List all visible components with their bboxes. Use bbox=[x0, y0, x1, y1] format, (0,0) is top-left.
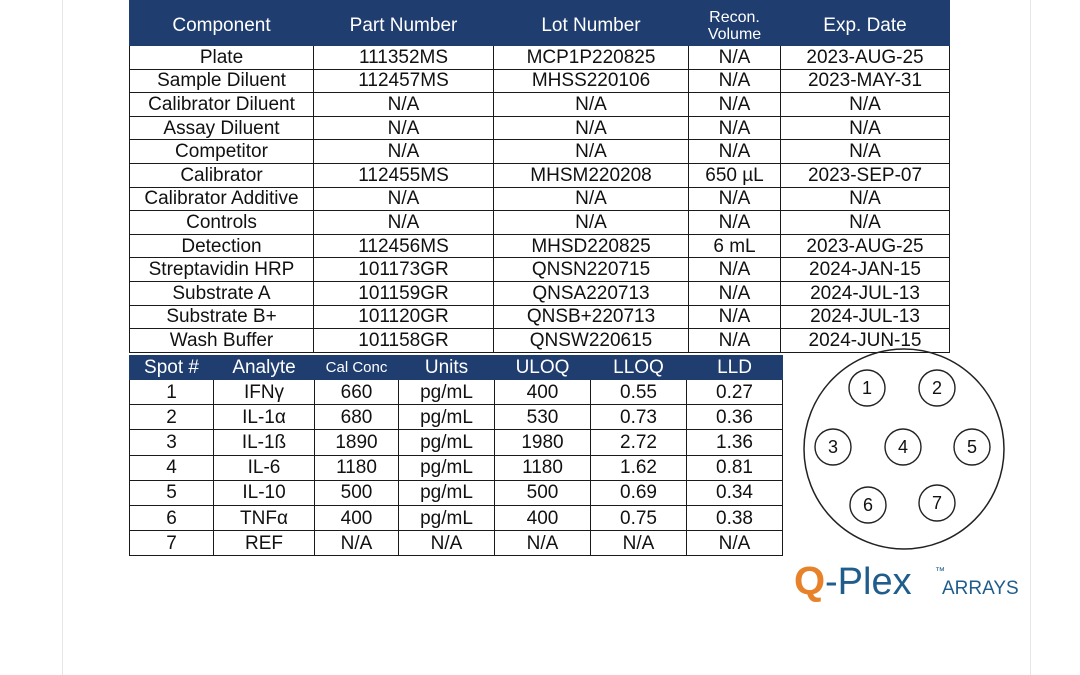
cell-uloq: 1980 bbox=[495, 430, 591, 455]
cell-part-number: N/A bbox=[314, 116, 494, 140]
table-row bbox=[130, 380, 783, 405]
spot-6 bbox=[850, 487, 886, 523]
table-row bbox=[130, 455, 783, 480]
table-row bbox=[130, 258, 950, 282]
page-edge-right bbox=[1030, 0, 1031, 675]
cell-recon-volume: N/A bbox=[689, 140, 781, 164]
cell-lld: 1.36 bbox=[687, 430, 783, 455]
cell-recon-volume: 650 µL bbox=[689, 163, 781, 187]
cell-cal-conc: 1890 bbox=[315, 430, 399, 455]
table-row bbox=[130, 69, 950, 93]
cell-part-number: 101173GR bbox=[314, 258, 494, 282]
cell-part-number: 101158GR bbox=[314, 329, 494, 353]
cell-units: pg/mL bbox=[399, 430, 495, 455]
cell-recon-volume: N/A bbox=[689, 258, 781, 282]
cell-recon-volume: N/A bbox=[689, 93, 781, 117]
cell-lot-number: MHSD220825 bbox=[494, 234, 689, 258]
cell-part-number: 111352MS bbox=[314, 46, 494, 70]
cell-lot-number: QNSW220615 bbox=[494, 329, 689, 353]
components-header-row bbox=[130, 0, 950, 46]
cell-spot-number: 2 bbox=[130, 405, 214, 430]
cell-recon-volume: N/A bbox=[689, 116, 781, 140]
cell-recon-volume: N/A bbox=[689, 281, 781, 305]
table-row bbox=[130, 93, 950, 117]
spot-layout-diagram bbox=[798, 348, 1010, 550]
cell-lot-number: N/A bbox=[494, 211, 689, 235]
cell-lld: N/A bbox=[687, 531, 783, 556]
cell-exp-date: 2023-SEP-07 bbox=[781, 163, 950, 187]
cell-exp-date: N/A bbox=[781, 187, 950, 211]
components-table bbox=[129, 0, 950, 353]
cell-uloq: 500 bbox=[495, 480, 591, 505]
spot-1-label: 1 bbox=[861, 378, 873, 398]
cell-units: pg/mL bbox=[399, 505, 495, 530]
table-row bbox=[130, 140, 950, 164]
header-lot-number: Lot Number bbox=[494, 0, 689, 46]
header-analyte: Analyte bbox=[214, 356, 315, 380]
table-row bbox=[130, 480, 783, 505]
table-row bbox=[130, 163, 950, 187]
cell-units: pg/mL bbox=[399, 380, 495, 405]
cell-part-number: N/A bbox=[314, 93, 494, 117]
table-row bbox=[130, 46, 950, 70]
table-row bbox=[130, 234, 950, 258]
q-plex-arrays-logo bbox=[794, 557, 1024, 605]
cell-uloq: N/A bbox=[495, 531, 591, 556]
header-uloq: ULOQ bbox=[495, 356, 591, 380]
cell-component: Substrate B+ bbox=[130, 305, 314, 329]
cell-analyte: IL-1ß bbox=[214, 430, 315, 455]
cell-part-number: N/A bbox=[314, 187, 494, 211]
cell-recon-volume: N/A bbox=[689, 69, 781, 93]
table-row bbox=[130, 405, 783, 430]
cell-lloq: 0.55 bbox=[591, 380, 687, 405]
cell-component: Detection bbox=[130, 234, 314, 258]
spot-3 bbox=[815, 429, 851, 465]
table-row bbox=[130, 116, 950, 140]
cell-component: Plate bbox=[130, 46, 314, 70]
cell-exp-date: 2024-JUL-13 bbox=[781, 281, 950, 305]
spot-5-label: 5 bbox=[966, 437, 978, 457]
header-exp-date: Exp. Date bbox=[781, 0, 950, 46]
cell-cal-conc: N/A bbox=[315, 531, 399, 556]
cell-analyte: REF bbox=[214, 531, 315, 556]
cell-uloq: 530 bbox=[495, 405, 591, 430]
cell-lot-number: QNSN220715 bbox=[494, 258, 689, 282]
cell-exp-date: N/A bbox=[781, 93, 950, 117]
spot-5 bbox=[954, 429, 990, 465]
cell-lot-number: MHSM220208 bbox=[494, 163, 689, 187]
header-volume: Volume bbox=[707, 26, 762, 43]
cell-lloq: 2.72 bbox=[591, 430, 687, 455]
cell-exp-date: N/A bbox=[781, 211, 950, 235]
cell-recon-volume: N/A bbox=[689, 46, 781, 70]
cell-analyte: TNFα bbox=[214, 505, 315, 530]
cell-spot-number: 6 bbox=[130, 505, 214, 530]
cell-lot-number: MHSS220106 bbox=[494, 69, 689, 93]
cell-exp-date: 2024-JAN-15 bbox=[781, 258, 950, 282]
cell-units: pg/mL bbox=[399, 480, 495, 505]
spot-3-label: 3 bbox=[827, 437, 839, 457]
header-recon-volume bbox=[689, 0, 781, 46]
cell-uloq: 1180 bbox=[495, 455, 591, 480]
cell-lld: 0.34 bbox=[687, 480, 783, 505]
cell-analyte: IFNγ bbox=[214, 380, 315, 405]
header-lloq: LLOQ bbox=[591, 356, 687, 380]
cell-analyte: IL-6 bbox=[214, 455, 315, 480]
table-row bbox=[130, 505, 783, 530]
cell-lot-number: QNSB+220713 bbox=[494, 305, 689, 329]
table-row bbox=[130, 305, 950, 329]
cell-lld: 0.27 bbox=[687, 380, 783, 405]
cell-lot-number: QNSA220713 bbox=[494, 281, 689, 305]
header-units: Units bbox=[399, 356, 495, 380]
cell-exp-date: 2024-JUN-15 bbox=[781, 329, 950, 353]
cell-units: pg/mL bbox=[399, 405, 495, 430]
cell-lloq: 0.73 bbox=[591, 405, 687, 430]
cell-lld: 0.36 bbox=[687, 405, 783, 430]
cell-analyte: IL-10 bbox=[214, 480, 315, 505]
cell-lloq: 0.75 bbox=[591, 505, 687, 530]
cell-spot-number: 7 bbox=[130, 531, 214, 556]
cell-recon-volume: N/A bbox=[689, 305, 781, 329]
cell-component: Competitor bbox=[130, 140, 314, 164]
cell-cal-conc: 400 bbox=[315, 505, 399, 530]
cell-part-number: 112457MS bbox=[314, 69, 494, 93]
cell-lloq: 1.62 bbox=[591, 455, 687, 480]
cell-exp-date: 2024-JUL-13 bbox=[781, 305, 950, 329]
cell-recon-volume: N/A bbox=[689, 329, 781, 353]
spot-1 bbox=[849, 370, 885, 406]
spot-7 bbox=[919, 485, 955, 521]
cell-cal-conc: 680 bbox=[315, 405, 399, 430]
cell-part-number: 101120GR bbox=[314, 305, 494, 329]
table-row bbox=[130, 430, 783, 455]
cell-lot-number: N/A bbox=[494, 116, 689, 140]
cell-part-number: N/A bbox=[314, 211, 494, 235]
table-row bbox=[130, 211, 950, 235]
header-spot-number: Spot # bbox=[130, 356, 214, 380]
analytes-header-row bbox=[130, 356, 783, 380]
cell-lot-number: N/A bbox=[494, 93, 689, 117]
cell-part-number: N/A bbox=[314, 140, 494, 164]
spot-4 bbox=[885, 429, 921, 465]
cell-cal-conc: 660 bbox=[315, 380, 399, 405]
logo-arrays: ARRAYS bbox=[942, 578, 1019, 599]
cell-lot-number: N/A bbox=[494, 187, 689, 211]
header-part-number: Part Number bbox=[314, 0, 494, 46]
table-row bbox=[130, 187, 950, 211]
cell-component: Calibrator Diluent bbox=[130, 93, 314, 117]
page-edge-left bbox=[62, 0, 63, 675]
cell-component: Wash Buffer bbox=[130, 329, 314, 353]
cell-exp-date: N/A bbox=[781, 140, 950, 164]
logo-plex: -Plex bbox=[825, 561, 912, 603]
cell-spot-number: 5 bbox=[130, 480, 214, 505]
cell-lloq: 0.69 bbox=[591, 480, 687, 505]
cell-cal-conc: 500 bbox=[315, 480, 399, 505]
cell-component: Substrate A bbox=[130, 281, 314, 305]
cell-component: Calibrator Additive bbox=[130, 187, 314, 211]
header-component: Component bbox=[130, 0, 314, 46]
table-row bbox=[130, 281, 950, 305]
spot-2-label: 2 bbox=[931, 378, 943, 398]
cell-uloq: 400 bbox=[495, 505, 591, 530]
cell-recon-volume: N/A bbox=[689, 187, 781, 211]
cell-component: Calibrator bbox=[130, 163, 314, 187]
cell-lld: 0.81 bbox=[687, 455, 783, 480]
cell-component: Streptavidin HRP bbox=[130, 258, 314, 282]
cell-component: Sample Diluent bbox=[130, 69, 314, 93]
cell-analyte: IL-1α bbox=[214, 405, 315, 430]
logo-q: Q bbox=[794, 559, 826, 603]
header-lld: LLD bbox=[687, 356, 783, 380]
cell-units: pg/mL bbox=[399, 455, 495, 480]
cell-units: N/A bbox=[399, 531, 495, 556]
cell-exp-date: N/A bbox=[781, 116, 950, 140]
cell-lot-number: MCP1P220825 bbox=[494, 46, 689, 70]
cell-uloq: 400 bbox=[495, 380, 591, 405]
cell-recon-volume: 6 mL bbox=[689, 234, 781, 258]
cell-exp-date: 2023-AUG-25 bbox=[781, 46, 950, 70]
header-recon: Recon. bbox=[709, 9, 760, 26]
cell-spot-number: 3 bbox=[130, 430, 214, 455]
cell-lld: 0.38 bbox=[687, 505, 783, 530]
cell-part-number: 112455MS bbox=[314, 163, 494, 187]
cell-lot-number: N/A bbox=[494, 140, 689, 164]
spot-2 bbox=[919, 370, 955, 406]
cell-exp-date: 2023-AUG-25 bbox=[781, 234, 950, 258]
analytes-table bbox=[129, 355, 783, 556]
cell-spot-number: 1 bbox=[130, 380, 214, 405]
cell-exp-date: 2023-MAY-31 bbox=[781, 69, 950, 93]
cell-cal-conc: 1180 bbox=[315, 455, 399, 480]
cell-component: Controls bbox=[130, 211, 314, 235]
header-cal-conc: Cal Conc bbox=[315, 356, 399, 380]
table-row bbox=[130, 531, 783, 556]
cell-lloq: N/A bbox=[591, 531, 687, 556]
cell-component: Assay Diluent bbox=[130, 116, 314, 140]
cell-part-number: 112456MS bbox=[314, 234, 494, 258]
spot-4-label: 4 bbox=[897, 437, 909, 457]
cell-recon-volume: N/A bbox=[689, 211, 781, 235]
logo-trademark: ™ bbox=[935, 566, 945, 577]
cell-spot-number: 4 bbox=[130, 455, 214, 480]
spot-7-label: 7 bbox=[931, 493, 943, 513]
spot-6-label: 6 bbox=[862, 495, 874, 515]
cell-part-number: 101159GR bbox=[314, 281, 494, 305]
